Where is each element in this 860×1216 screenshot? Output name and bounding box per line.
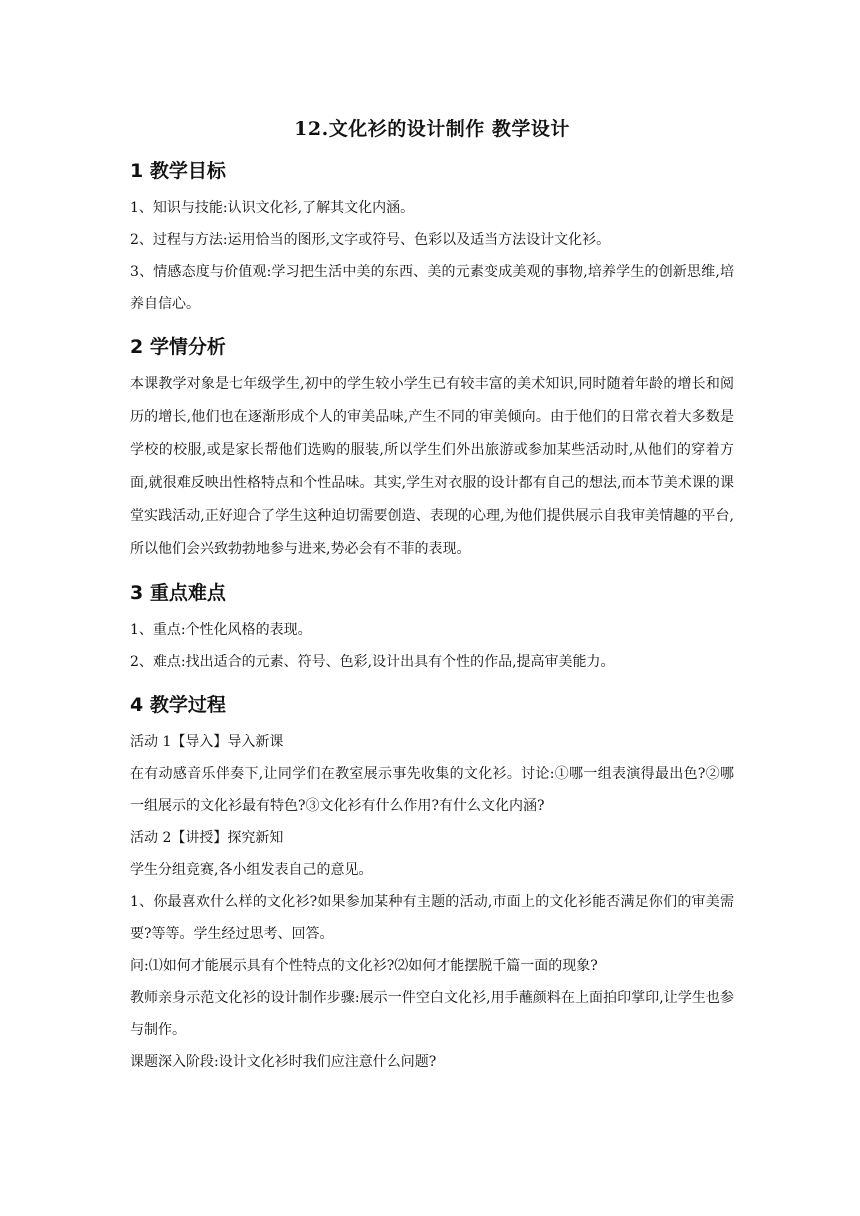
paragraph: 1、知识与技能:认识文化衫,了解其文化内涵。 [130, 200, 415, 216]
section-heading: 3 重点难点 [130, 582, 226, 604]
section-heading: 2 学情分析 [130, 336, 226, 358]
document-title: 12.文化衫的设计制作 教学设计 [294, 118, 570, 140]
section-key-points [130, 578, 734, 678]
paragraph: 3、情感态度与价值观:学习把生活中美的东西、美的元素变成美观的事物,培养学生的创新思维,培养自信心。 [130, 264, 734, 312]
paragraph: 教师亲身示范文化衫的设计制作步骤:展示一件空白文化衫,用手蘸颜料在上面拍印掌印,让学生也参与制作。 [130, 990, 734, 1038]
activity-heading: 活动 2【讲授】探究新知 [130, 830, 284, 846]
paragraph: 学生分组竞赛,各小组发表自己的意见。 [130, 862, 373, 878]
paragraph: 1、重点:个性化风格的表现。 [130, 622, 312, 638]
paragraph: 在有动感音乐伴奏下,让同学们在教室展示事先收集的文化衫。讨论:①哪一组表演得最出色?②哪一组展示的文化衫最有特色?③文化衫有什么作用?有什么文化内涵? [130, 766, 734, 814]
section-heading: 1 教学目标 [130, 160, 226, 182]
document-page [130, 100, 734, 1078]
activity-heading: 活动 1【导入】导入新课 [130, 734, 284, 750]
paragraph: 2、难点:找出适合的元素、符号、色彩,设计出具有个性的作品,提高审美能力。 [130, 654, 615, 670]
paragraph: 课题深入阶段:设计文化衫时我们应注意什么问题? [130, 1054, 437, 1070]
paragraph: 问:⑴如何才能展示具有个性特点的文化衫?⑵如何才能摆脱千篇一面的现象? [130, 958, 598, 974]
section-objectives [130, 156, 734, 320]
section-student-analysis [130, 332, 734, 566]
section-teaching-process [130, 690, 734, 1078]
paragraph: 1、你最喜欢什么样的文化衫?如果参加某种有主题的活动,市面上的文化衫能否满足你们的审美需要?等等。学生经过思考、回答。 [130, 894, 734, 942]
paragraph: 2、过程与方法:运用恰当的图形,文字或符号、色彩以及适当方法设计文化衫。 [130, 232, 611, 248]
section-heading: 4 教学过程 [130, 694, 226, 716]
paragraph: 本课教学对象是七年级学生,初中的学生较小学生已有较丰富的美术知识,同时随着年龄的增长和阅历的增长,他们也在逐渐形成个人的审美品味,产生不同的审美倾向。由于他们的日常衣着大多数是学校的校服,或是家长帮他们选购的服装,所以学生们外出旅游或参加某些活动时,从他们的穿着方面,就很难反映出性格特点和个性品味。其实,学生对衣服的设计都有自己的想法,而本节美术课的课堂实践活动,正好迎合了学生这种迫切需要创造、表现的心理,为他们提供展示自我审美情趣的平台,所以他们会兴致勃勃地参与进来,势必会有不菲的表现。 [130, 376, 734, 557]
